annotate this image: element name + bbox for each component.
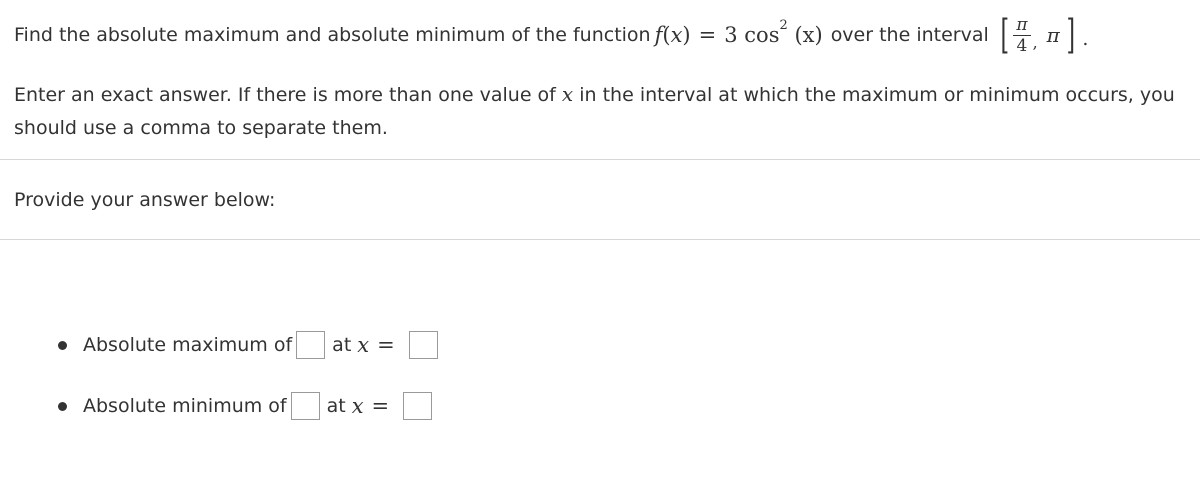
instructions-text (14, 78, 1194, 145)
maximum-at-variable: x (357, 333, 370, 357)
divider-top (0, 159, 1200, 160)
minimum-location-input[interactable] (403, 392, 432, 420)
minimum-at-variable: x (351, 394, 364, 418)
fraction-numerator: π (1013, 16, 1030, 36)
interval-close-bracket: ] (1066, 12, 1075, 58)
minimum-at-word: at (326, 395, 346, 417)
bullet-icon (58, 402, 67, 411)
maximum-at-word: at (332, 334, 352, 356)
function-variable: x (670, 23, 683, 47)
interval-expression (997, 12, 1089, 58)
answer-row-minimum (58, 389, 436, 423)
interval-period: . (1082, 28, 1089, 50)
maximum-at-equals: = (377, 333, 395, 357)
minimum-value-input[interactable] (291, 392, 320, 420)
maximum-value-input[interactable] (296, 331, 325, 359)
question-prefix: Find the absolute maximum and absolute minimum of the function (14, 24, 651, 46)
function-name: f (654, 23, 663, 47)
question-middle: over the interval (830, 24, 989, 46)
function-trig: cos (744, 23, 780, 47)
interval-open-bracket: [ (1000, 12, 1009, 58)
maximum-location-input[interactable] (409, 331, 438, 359)
instructions-variable: x (561, 82, 574, 106)
function-expression: f ( x ) = 3 cos $^2$ (x) (655, 15, 823, 55)
answer-row-maximum (58, 328, 442, 362)
function-coefficient: 3 (724, 23, 738, 47)
maximum-label: Absolute maximum of (83, 334, 293, 356)
bullet-icon (58, 341, 67, 350)
minimum-at-equals: = (371, 394, 390, 418)
minimum-label: Absolute minimum of (83, 395, 287, 417)
minimum-at-x-label (327, 394, 400, 418)
function-argument: (x) (794, 23, 823, 47)
divider-bottom (0, 239, 1200, 240)
interval-upper: π (1046, 23, 1060, 47)
maximum-at-x-label (332, 333, 405, 357)
interval-lower-fraction (1013, 16, 1030, 55)
function-exponent: 2 (779, 18, 788, 33)
interval-comma: , (1032, 33, 1038, 52)
instructions-part1: Enter an exact answer. If there is more than one value of (14, 84, 556, 106)
provide-answer-label: Provide your answer below: (14, 189, 276, 211)
fraction-denominator: 4 (1016, 35, 1028, 56)
function-equals: = (698, 23, 717, 47)
question-text (14, 10, 1194, 60)
instructions-part2: in the interval at which the maximum or minimum occurs, you should use a comma to separate them. (14, 84, 1175, 139)
